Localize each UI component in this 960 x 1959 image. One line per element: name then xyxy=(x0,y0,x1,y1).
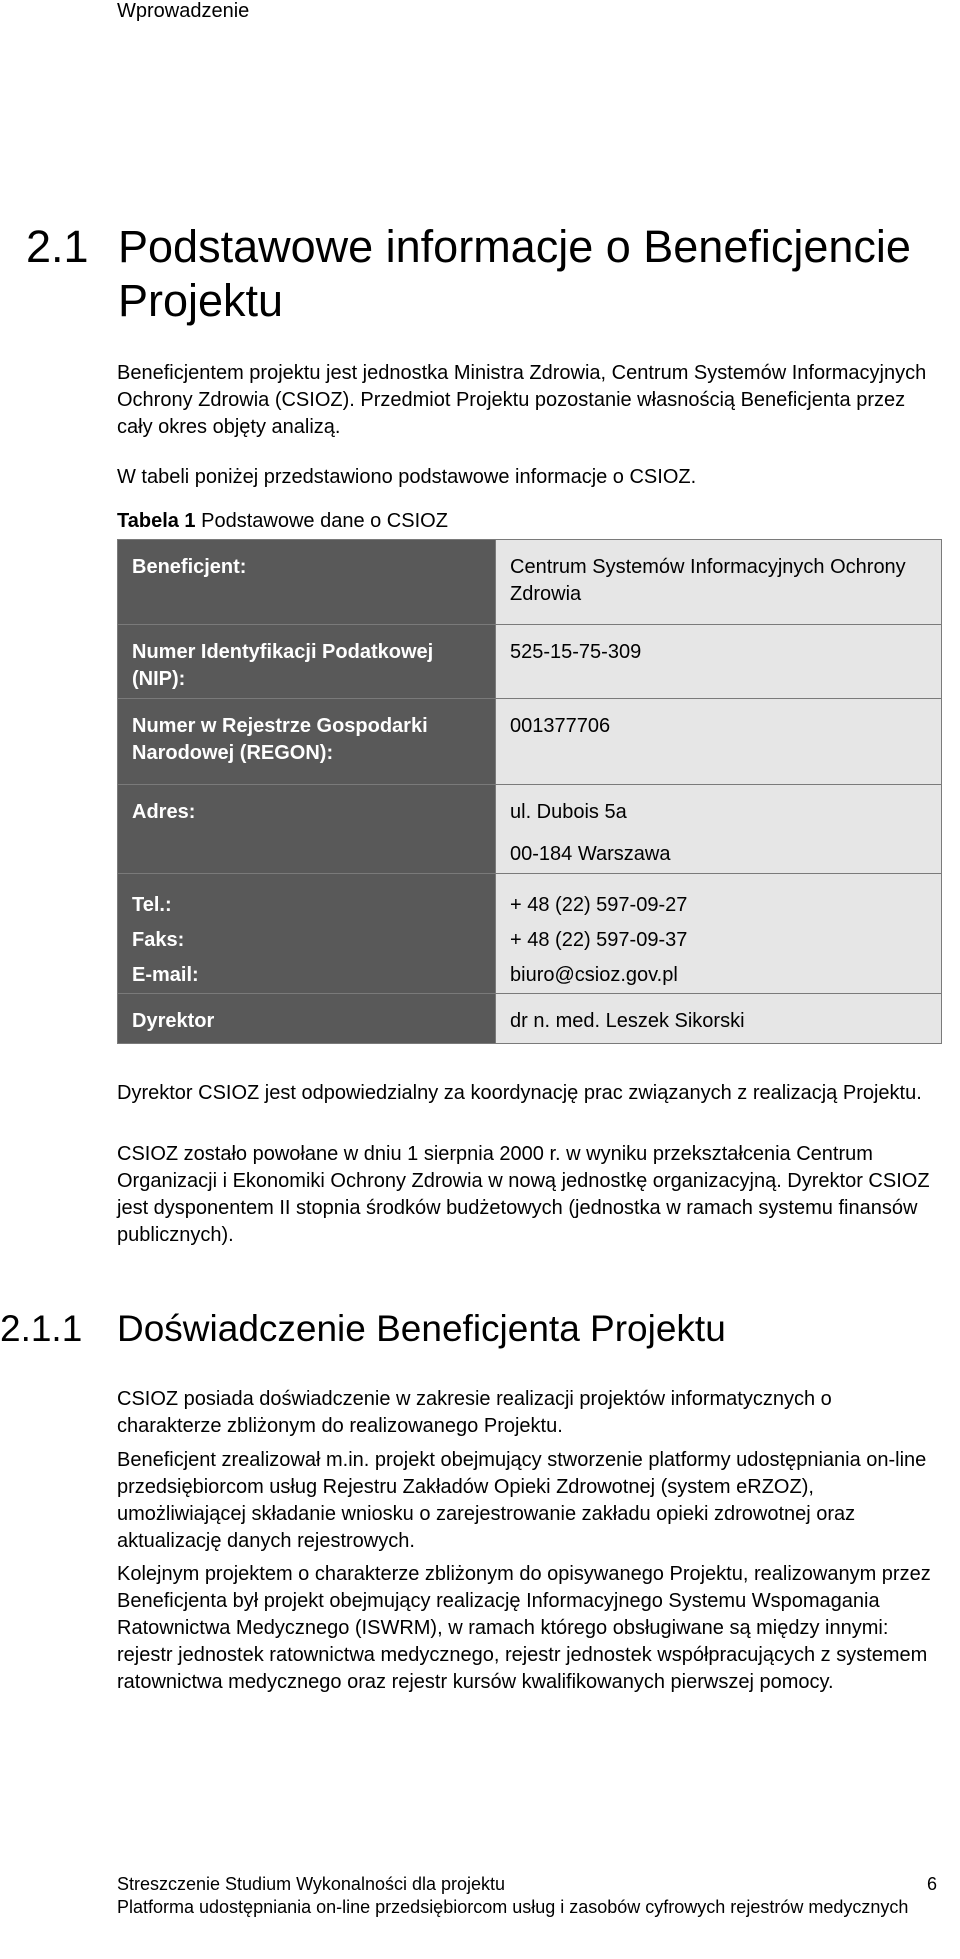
subsection-heading xyxy=(0,1307,900,1351)
section-title: Podstawowe informacje o Beneficjencie Projektu xyxy=(118,221,911,326)
row-value: Centrum Systemów Informacyjnych Ochrony Zdrowia xyxy=(496,540,942,625)
footer-line-2: Platforma udostępniania on-line przedsiębiorcom usług i zasobów cyfrowych rejestrów medycznych xyxy=(117,1897,909,1917)
table-caption xyxy=(117,510,448,533)
table-caption-text: Podstawowe dane o CSIOZ xyxy=(195,510,448,532)
tel-label: Tel.: xyxy=(132,894,172,916)
footer-line-1: Streszczenie Studium Wykonalności dla projektu xyxy=(117,1874,506,1894)
address-street: ul. Dubois 5a xyxy=(510,801,627,823)
table-row xyxy=(118,540,942,625)
table-row xyxy=(118,874,942,994)
section-number: 2.1 xyxy=(26,221,89,272)
row-label: Numer w Rejestrze Gospodarki Narodowej (REGON): xyxy=(118,699,496,785)
page-number: 6 xyxy=(926,1874,937,1894)
row-value xyxy=(496,785,942,874)
intro-paragraph: Beneficjentem projektu jest jednostka Ministra Zdrowia, Centrum Systemów Informacyjnych Ochrony Zdrowia (CSIOZ). Przedmiot Projektu pozostanie własnością Beneficjenta przez cały okres objęty analizą. xyxy=(117,362,927,438)
fax-label: Faks: xyxy=(132,929,185,951)
row-value: 525-15-75-309 xyxy=(496,625,942,699)
director-paragraph: Dyrektor CSIOZ jest odpowiedzialny za koordynację prac związanych z realizacją Projektu. xyxy=(117,1082,922,1104)
row-value xyxy=(496,874,942,994)
table-row xyxy=(118,994,942,1044)
row-value: 001377706 xyxy=(496,699,942,785)
email-value: biuro@csioz.gov.pl xyxy=(510,964,678,986)
iswrm-paragraph: Kolejnym projektem o charakterze zbliżonym do opisywanego Projektu, realizowanym przez Beneficjenta był projekt obejmujący realizację Informacyjnego Systemu Wspomagania Ratownictwa Medycznego (ISWRM), w ramach którego obsługiwane są między innymi: rejestr jednostek ratownictwa medycznego, rejestr jednostek współpracujących z systemem ratownictwa medycznego oraz rejestr kursów kwalifikowanych pierwszej pomocy. xyxy=(117,1563,931,1693)
address-city: 00-184 Warszawa xyxy=(510,843,671,865)
history-paragraph: CSIOZ zostało powołane w dniu 1 sierpnia 2000 r. w wyniku przekształcenia Centrum Organizacji i Ekonomiki Ochrony Zdrowia w nową jednostkę organizacyjną. Dyrektor CSIOZ jest dysponentem II stopnia środków budżetowych (jednostka w ramach systemu finansów publicznych). xyxy=(117,1143,930,1246)
row-label: Adres: xyxy=(118,785,496,874)
row-value: dr n. med. Leszek Sikorski xyxy=(496,994,942,1044)
subsection-number: 2.1.1 xyxy=(0,1308,83,1349)
page-footer xyxy=(117,1873,937,1919)
table-caption-label: Tabela 1 xyxy=(117,510,196,532)
intro-table-note: W tabeli poniżej przedstawiono podstawowe informacje o CSIOZ. xyxy=(117,466,697,488)
experience-paragraph: CSIOZ posiada doświadczenie w zakresie realizacji projektów informatycznych o charakterze zbliżonym do realizowanego Projektu. xyxy=(117,1388,832,1437)
csioz-info-table xyxy=(117,539,942,1044)
table-row xyxy=(118,699,942,785)
tel-value: + 48 (22) 597-09-27 xyxy=(510,894,688,916)
table-row xyxy=(118,785,942,874)
row-label: Dyrektor xyxy=(118,994,496,1044)
running-header: Wprowadzenie xyxy=(117,0,250,22)
table-row xyxy=(118,625,942,699)
section-heading xyxy=(26,220,926,328)
row-label: Beneficjent: xyxy=(118,540,496,625)
row-label xyxy=(118,874,496,994)
row-label: Numer Identyfikacji Podatkowej (NIP): xyxy=(118,625,496,699)
fax-value: + 48 (22) 597-09-37 xyxy=(510,929,688,951)
erzoz-paragraph: Beneficjent zrealizował m.in. projekt obejmujący stworzenie platformy udostępniania on-line przedsiębiorcom usług Rejestru Zakładów Opieki Zdrowotnej (system eRZOZ), umożliwiającej składanie wniosku o zarejestrowanie zakładu opieki zdrowotnej oraz aktualizację danych rejestrowych. xyxy=(117,1449,927,1552)
email-label: E-mail: xyxy=(132,964,199,986)
subsection-title: Doświadczenie Beneficjenta Projektu xyxy=(117,1308,726,1349)
